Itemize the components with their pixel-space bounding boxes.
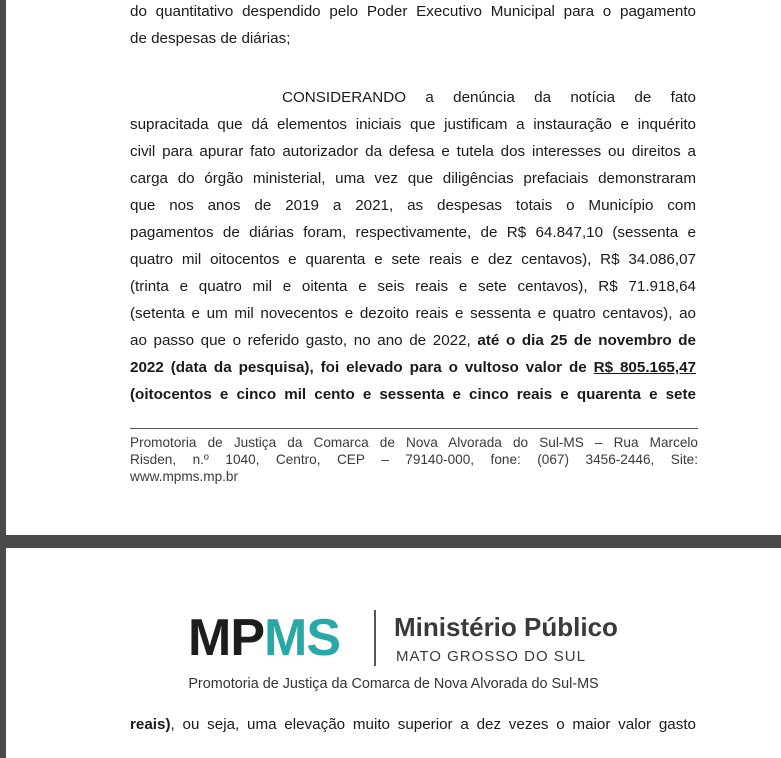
- logo-mp: MP: [188, 609, 264, 667]
- logo-title: Ministério Público: [394, 612, 618, 642]
- text-line: (trinta e quatro mil e oitenta e seis reais e sete centavos), R$ 71.918,64: [130, 278, 696, 295]
- document-page-1: [6, 0, 781, 535]
- footer-line: www.mpms.mp.br: [130, 469, 239, 484]
- text-line: [130, 359, 696, 376]
- bold-text-span: reais): [130, 716, 171, 733]
- bold-text-span: até o dia 25 de novembro de: [477, 332, 696, 349]
- text-line: do quantitativo despendido pelo Poder Executivo Municipal para o pagamento: [130, 3, 696, 20]
- text-line: (oitocentos e cinco mil cento e sessenta e cinco reais e quarenta e sete: [130, 386, 696, 403]
- logo-divider: [374, 610, 376, 666]
- text-line: [130, 332, 696, 349]
- text-line: pagamentos de diárias foram, respectivamente, de R$ 64.847,10 (sessenta e: [130, 224, 696, 241]
- text-line: quatro mil oitocentos e quarenta e sete reais e dez centavos), R$ 34.086,07: [130, 251, 696, 268]
- text-line: civil para apurar fato autorizador da defesa e tutela dos interesses ou direitos a: [130, 143, 696, 160]
- underlined-amount: R$ 805.165,47: [593, 359, 696, 376]
- text-line: (setenta e um mil novecentos e dezoito reais e sessenta e quatro centavos), ao: [130, 305, 696, 322]
- footer-divider: [130, 428, 698, 429]
- text-line: de despesas de diárias;: [130, 30, 291, 47]
- page-subheader: Promotoria de Justiça da Comarca de Nova Alvorada do Sul-MS: [188, 676, 599, 692]
- footer-line: Promotoria de Justiça da Comarca de Nova Alvorada do Sul-MS – Rua Marcelo: [130, 435, 698, 450]
- text-span: ao passo que o referido gasto, no ano de 2022,: [130, 332, 478, 349]
- logo-wordmark: [188, 609, 340, 667]
- footer-line: Risden, n.º 1040, Centro, CEP – 79140-000, fone: (067) 3456-2446, Site:: [130, 452, 698, 467]
- bold-text-span: 2022 (data da pesquisa), foi elevado para o vultoso valor de: [130, 359, 594, 376]
- document-page-2: [6, 548, 781, 758]
- text-line: CONSIDERANDO a denúncia da notícia de fato: [282, 89, 696, 106]
- text-span: , ou seja, uma elevação muito superior a dez vezes o maior valor gasto: [170, 716, 696, 733]
- text-line: [130, 716, 696, 733]
- text-line: que nos anos de 2019 a 2021, as despesas totais o Município com: [130, 197, 696, 214]
- logo-subtitle: MATO GROSSO DO SUL: [396, 648, 586, 665]
- text-line: carga do órgão ministerial, uma vez que diligências prefaciais demonstraram: [130, 170, 696, 187]
- logo-ms: MS: [264, 609, 340, 667]
- text-line: supracitada que dá elementos iniciais que justificam a instauração e inquérito: [130, 116, 696, 133]
